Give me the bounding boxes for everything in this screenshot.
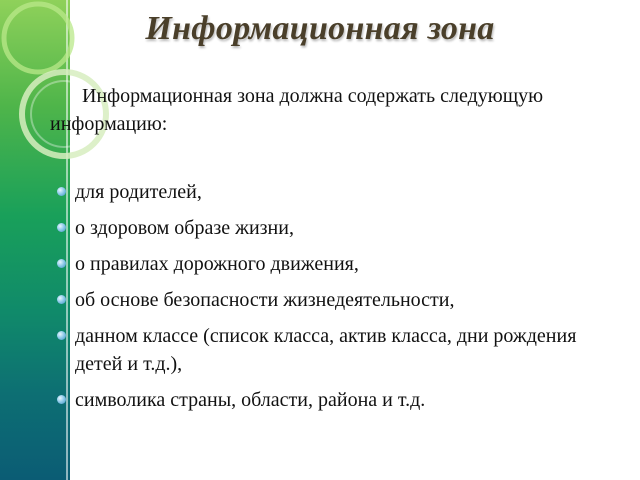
bullet-text: символика страны, области, района и т.д. [75, 389, 426, 411]
bullet-icon [57, 295, 66, 304]
bullet-item [54, 214, 614, 242]
bullet-text: о здоровом образе жизни, [75, 217, 294, 239]
intro-paragraph: Информационная зона должна содержать следующую информацию: [50, 85, 544, 135]
bullet-item [54, 178, 614, 206]
bullet-item [54, 286, 614, 314]
bullet-text: о правилах дорожного движения, [75, 253, 359, 275]
bullet-icon [57, 331, 66, 340]
bullet-icon [57, 187, 66, 196]
bullet-text: для родителей, [75, 181, 202, 203]
bullet-icon [57, 223, 66, 232]
bullet-item [54, 322, 614, 378]
bullet-icon [57, 395, 66, 404]
bullet-list [54, 178, 614, 422]
bullet-text: об основе безопасности жизнедеятельности, [75, 289, 455, 311]
slide-title: Информационная зона [145, 10, 495, 47]
bullet-icon [57, 259, 66, 268]
bullet-text: данном классе (список класса, актив класса, дни рождения детей и т.д.), [75, 325, 577, 375]
bullet-item [54, 386, 614, 414]
bullet-item [54, 250, 614, 278]
